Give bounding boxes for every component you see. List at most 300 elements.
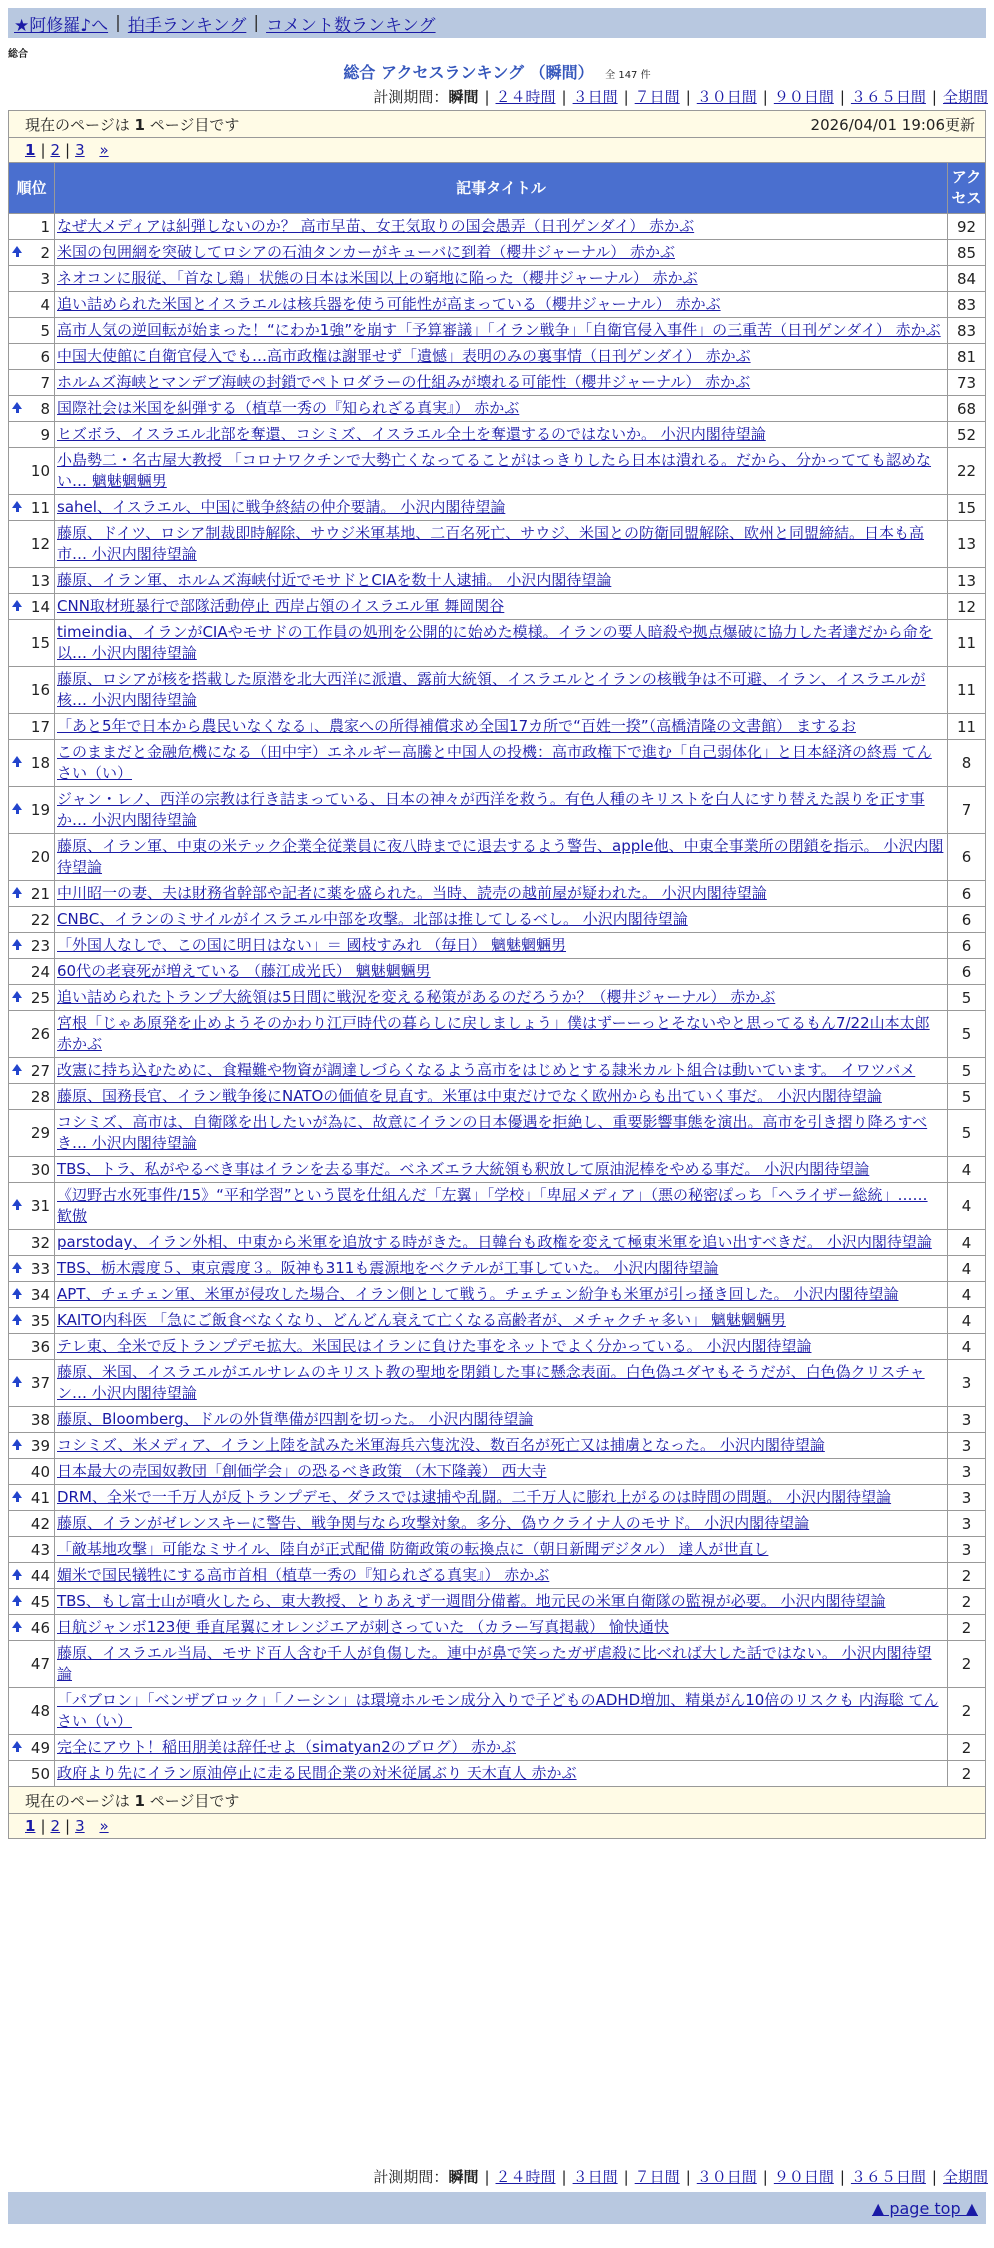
rank-number: 18 bbox=[30, 754, 50, 772]
table-row bbox=[9, 1230, 986, 1256]
title-cell bbox=[55, 881, 948, 907]
rank-cell bbox=[9, 495, 55, 521]
rank-number: 42 bbox=[30, 1514, 50, 1533]
page-link-3[interactable]: 3 bbox=[75, 1817, 85, 1835]
access-count: 6 bbox=[947, 881, 985, 907]
article-title-link[interactable]: 藤原、イランがゼレンスキーに警告、戦争関与なら攻撃対象。多分、偽ウクライナ人のモサド。 小沢内閣待望論 bbox=[57, 1514, 810, 1532]
rank-number: 20 bbox=[30, 848, 50, 866]
title-cell bbox=[55, 1735, 948, 1761]
title-cell bbox=[55, 1334, 948, 1360]
title-cell bbox=[55, 667, 948, 714]
access-count: 5 bbox=[947, 1084, 985, 1110]
table-row bbox=[9, 594, 986, 620]
table-row bbox=[9, 1256, 986, 1282]
access-count: 4 bbox=[947, 1308, 985, 1334]
period-link-3d[interactable]: ３日間 bbox=[572, 88, 618, 106]
article-title-link[interactable]: 媚米で国民犠牲にする高市首相（植草一秀の『知られざる真実』） 赤かぶ bbox=[57, 1566, 550, 1584]
article-title-link[interactable]: ヒズボラ、イスラエル北部を奪還、コシミズ、イスラエル全土を奪還するのではないか。 小沢内閣待望論 bbox=[57, 425, 766, 443]
ranking-table bbox=[8, 110, 986, 1839]
article-title-link[interactable]: sahel、イスラエル、中国に戦争終結の仲介要請。 小沢内閣待望論 bbox=[57, 498, 506, 516]
table-row bbox=[9, 620, 986, 667]
period-current: 瞬間 bbox=[448, 88, 479, 106]
rank-cell bbox=[9, 1537, 55, 1563]
access-count: 83 bbox=[947, 318, 985, 344]
rank-cell bbox=[9, 448, 55, 495]
rank-cell bbox=[9, 933, 55, 959]
bottom-bar bbox=[8, 2192, 986, 2224]
access-count: 2 bbox=[947, 1735, 985, 1761]
title-cell bbox=[55, 318, 948, 344]
period-link-3d[interactable]: ３日間 bbox=[572, 2168, 618, 2186]
header-count: アクセス bbox=[947, 163, 985, 214]
header-rank: 順位 bbox=[9, 163, 55, 214]
access-count: 73 bbox=[947, 370, 985, 396]
article-title-link[interactable]: DRM、全米で一千万人が反トランプデモ、ダラスでは逮捕や乱闘。二千万人に膨れ上がるのは時間の問題。 小沢内閣待望論 bbox=[57, 1488, 892, 1506]
rank-cell bbox=[9, 1282, 55, 1308]
rank-cell bbox=[9, 714, 55, 740]
rank-cell bbox=[9, 959, 55, 985]
rank-number: 46 bbox=[30, 1618, 50, 1637]
access-count: 5 bbox=[947, 1058, 985, 1084]
rank-number: 4 bbox=[40, 295, 50, 314]
rank-cell bbox=[9, 985, 55, 1011]
table-row bbox=[9, 1183, 986, 1230]
page-info-row-bottom bbox=[9, 1787, 986, 1814]
period-link-365d[interactable]: ３６５日間 bbox=[850, 88, 926, 106]
period-label: 計測期間： bbox=[373, 88, 449, 106]
period-link-7d[interactable]: ７日間 bbox=[634, 2168, 680, 2186]
rank-number: 21 bbox=[30, 884, 50, 903]
article-title-link[interactable]: 藤原、イラン軍、ホルムズ海峡付近でモサドとCIAを数十人逮捕。 小沢内閣待望論 bbox=[57, 571, 612, 589]
table-row bbox=[9, 370, 986, 396]
table-row bbox=[9, 985, 986, 1011]
title-cell bbox=[55, 266, 948, 292]
rank-cell bbox=[9, 1563, 55, 1589]
rank-up-arrow-icon bbox=[12, 1569, 22, 1576]
access-count: 22 bbox=[947, 448, 985, 495]
access-count: 13 bbox=[947, 568, 985, 594]
access-count: 11 bbox=[947, 667, 985, 714]
rank-number: 25 bbox=[30, 988, 50, 1007]
ranking-title-container bbox=[0, 60, 994, 83]
table-row bbox=[9, 422, 986, 448]
rank-cell bbox=[9, 568, 55, 594]
table-row bbox=[9, 1688, 986, 1735]
rank-cell bbox=[9, 620, 55, 667]
rank-number: 49 bbox=[30, 1738, 50, 1757]
article-title-link[interactable]: KAITO内科医 「急にご飯食べなくなり、どんどん衰えて亡くなる高齢者が、メチャクチャ多い」 魑魅魍魎男 bbox=[57, 1311, 786, 1329]
article-title-link[interactable]: コシミズ、米メディア、イラン上陸を試みた米軍海兵六隻沈没、数百名が死亡又は捕虜となった。 小沢内閣待望論 bbox=[57, 1436, 825, 1454]
rank-cell bbox=[9, 1615, 55, 1641]
rank-cell bbox=[9, 214, 55, 240]
table-row bbox=[9, 667, 986, 714]
article-title-link[interactable]: 藤原、米国、イスラエルがエルサレムのキリスト教の聖地を閉鎖した事に懸念表面。白色偽ユダヤもそうだが、白色偽クリスチャン… 小沢内閣待望論 bbox=[57, 1363, 925, 1402]
rank-cell bbox=[9, 1641, 55, 1688]
access-count: 81 bbox=[947, 344, 985, 370]
rank-up-arrow-icon bbox=[12, 1439, 22, 1446]
title-cell bbox=[55, 787, 948, 834]
title-cell bbox=[55, 214, 948, 240]
period-link-365d[interactable]: ３６５日間 bbox=[850, 2168, 926, 2186]
rank-cell bbox=[9, 318, 55, 344]
title-cell bbox=[55, 370, 948, 396]
access-count: 4 bbox=[947, 1230, 985, 1256]
table-row bbox=[9, 1407, 986, 1433]
table-row bbox=[9, 240, 986, 266]
title-cell bbox=[55, 1761, 948, 1787]
article-title-link[interactable]: 「外国人なしで、この国に明日はない」＝ 國枝すみれ （毎日） 魑魅魍魎男 bbox=[57, 936, 567, 954]
article-title-link[interactable]: TBS、もし富士山が噴火したら、東大教授、とりあえず一週間分備蓄。地元民の米軍自衛隊の監視が必要。 小沢内閣待望論 bbox=[57, 1592, 886, 1610]
rank-number: 2 bbox=[40, 243, 50, 262]
article-title-link[interactable]: 藤原、イスラエル当局、モサド百人含む千人が負傷した。連中が鼻で笑ったガザ虐殺に比べれば大した話ではない。 小沢内閣待望論 bbox=[57, 1644, 932, 1683]
article-title-link[interactable]: 「あと5年で日本から農民いなくなる」、農家への所得補償求め全国17カ所で“百姓一揆”（高橋清隆の文書館） まするお bbox=[57, 717, 856, 735]
rank-cell bbox=[9, 266, 55, 292]
article-title-link[interactable]: 中国大使館に自衛官侵入でも…高市政権は謝罪せず「遺憾」表明のみの裏事情（日刊ゲンダイ） 赤かぶ bbox=[57, 347, 751, 365]
rank-cell bbox=[9, 1308, 55, 1334]
table-row bbox=[9, 1735, 986, 1761]
article-title-link[interactable]: 高市人気の逆回転が始まった！“にわか1強”を崩す「予算審議」「イラン戦争」「自衛官侵入事件」の三重苦（日刊ゲンダイ） 赤かぶ bbox=[57, 321, 941, 339]
period-link-7d[interactable]: ７日間 bbox=[634, 88, 680, 106]
article-title-link[interactable]: 《辺野古水死事件/15》“平和学習”という罠を仕組んだ「左翼」「学校」「卑屈メディア」（悪の秘密ぽっち「ヘライザー総統」…… 歓傲 bbox=[57, 1186, 928, 1225]
title-cell bbox=[55, 985, 948, 1011]
access-count: 3 bbox=[947, 1433, 985, 1459]
rank-cell bbox=[9, 344, 55, 370]
article-title-link[interactable]: 藤原、Bloomberg、ドルの外貨準備が四割を切った。 小沢内閣待望論 bbox=[57, 1410, 534, 1428]
table-row bbox=[9, 1058, 986, 1084]
rank-number: 28 bbox=[30, 1087, 50, 1106]
access-count: 4 bbox=[947, 1282, 985, 1308]
rank-cell bbox=[9, 1589, 55, 1615]
article-title-link[interactable]: 60代の老衰死が増えている （藤江成光氏） 魑魅魍魎男 bbox=[57, 962, 431, 980]
article-title-link[interactable]: なぜ大メディアは糾弾しないのか？ 高市早苗、女王気取りの国会愚弄（日刊ゲンダイ） 赤かぶ bbox=[57, 217, 695, 235]
rank-cell bbox=[9, 396, 55, 422]
table-row bbox=[9, 292, 986, 318]
rank-up-arrow-icon bbox=[12, 402, 22, 409]
rank-up-arrow-icon bbox=[12, 1595, 22, 1602]
rank-up-arrow-icon bbox=[12, 1376, 22, 1383]
rank-number: 45 bbox=[30, 1592, 50, 1611]
period-selector-bottom: 計測期間：瞬間 | ２４時間 | ３日間 | ７日間 | ３０日間 | ９０日間 | ３６５日間 | 全期間 bbox=[373, 2168, 988, 2186]
title-cell bbox=[55, 740, 948, 787]
title-cell bbox=[55, 834, 948, 881]
period-link-30d[interactable]: ３０日間 bbox=[696, 88, 757, 106]
nav-link-applause-ranking[interactable]: 拍手ランキング bbox=[127, 15, 247, 36]
title-cell bbox=[55, 1485, 948, 1511]
article-title-link[interactable]: 追い詰められた米国とイスラエルは核兵器を使う可能性が高まっている（櫻井ジャーナル） 赤かぶ bbox=[57, 295, 721, 313]
article-title-link[interactable]: 藤原、国務長官、イラン戦争後にNATOの価値を見直す。米軍は中東だけでなく欧州からも出ていく事だ。 小沢内閣待望論 bbox=[57, 1087, 882, 1105]
rank-up-arrow-icon bbox=[12, 991, 22, 998]
title-cell bbox=[55, 1563, 948, 1589]
rank-up-arrow-icon bbox=[12, 246, 22, 253]
rank-number: 43 bbox=[30, 1540, 50, 1559]
rank-number: 50 bbox=[30, 1764, 50, 1783]
access-count: 11 bbox=[947, 714, 985, 740]
rank-cell bbox=[9, 422, 55, 448]
article-title-link[interactable]: APT、チェチェン軍、米軍が侵攻した場合、イラン側として戦う。チェチェン紛争も米軍が引っ掻き回した。 小沢内閣待望論 bbox=[57, 1285, 899, 1303]
title-cell bbox=[55, 907, 948, 933]
access-count: 3 bbox=[947, 1407, 985, 1433]
period-link-24h[interactable]: ２４時間 bbox=[495, 88, 556, 106]
article-title-link[interactable]: このままだと金融危機になる（田中宇）エネルギー高騰と中国人の投機：高市政権下で進む「自己弱体化」と日本経済の終焉 てんさい（い） bbox=[57, 743, 932, 782]
rank-number: 41 bbox=[30, 1488, 50, 1507]
article-title-link[interactable]: コシミズ、高市は、自衛隊を出したいが為に、故意にイランの日本優遇を拒絶し、重要影響事態を演出。高市を引き摺り降ろすべき… 小沢内閣待望論 bbox=[57, 1113, 928, 1152]
article-title-link[interactable]: parstoday、イラン外相、中東から米軍を追放する時がきた。日韓台も政権を変えて極東米軍を追い出すべきだ。 小沢内閣待望論 bbox=[57, 1233, 932, 1251]
article-title-link[interactable]: CNN取材班暴行で部隊活動停止 西岸占領のイスラエル軍 舞岡関谷 bbox=[57, 597, 505, 615]
category-label: 総合 bbox=[8, 49, 28, 60]
title-cell bbox=[55, 1282, 948, 1308]
rank-cell bbox=[9, 740, 55, 787]
title-cell bbox=[55, 422, 948, 448]
period-link-all[interactable]: 全期間 bbox=[942, 2168, 988, 2186]
rank-cell bbox=[9, 521, 55, 568]
table-row bbox=[9, 318, 986, 344]
access-count: 5 bbox=[947, 1011, 985, 1058]
rank-up-arrow-icon bbox=[12, 1621, 22, 1628]
article-title-link[interactable]: 小島勢二・名古屋大教授 「コロナワクチンで大勢亡くなってることがはっきりしたら日本は潰れる。だから、分かってても認めない… 魑魅魍魎男 bbox=[57, 451, 932, 490]
article-title-link[interactable]: 国際社会は米国を糾弾する（植草一秀の『知られざる真実』） 赤かぶ bbox=[57, 399, 520, 417]
article-title-link[interactable]: 政府より先にイラン原油停止に走る民間企業の対米従属ぶり 天木直人 赤かぶ bbox=[57, 1764, 577, 1782]
access-count: 52 bbox=[947, 422, 985, 448]
table-row bbox=[9, 740, 986, 787]
table-row bbox=[9, 787, 986, 834]
pagination-row-bottom: 1 | 2 | 3 » bbox=[9, 1814, 986, 1839]
rank-up-arrow-icon bbox=[12, 1491, 22, 1498]
nav-separator: | bbox=[253, 13, 260, 33]
table-row bbox=[9, 714, 986, 740]
period-link-30d[interactable]: ３０日間 bbox=[696, 2168, 757, 2186]
rank-number: 17 bbox=[30, 717, 50, 736]
title-cell bbox=[55, 620, 948, 667]
article-title-link[interactable]: 藤原、ドイツ、ロシア制裁即時解除、サウジ米軍基地、二百名死亡、サウジ、米国との防衛同盟解除、欧州と同盟締結。日本も高市… 小沢内閣待望論 bbox=[57, 524, 925, 563]
table-row bbox=[9, 959, 986, 985]
title-cell bbox=[55, 959, 948, 985]
rank-number: 10 bbox=[30, 462, 50, 480]
article-title-link[interactable]: 「パブロン」「ベンザブロック」「ノーシン」は環境ホルモン成分入りで子どものADHD増加、精巣がん10倍のリスクも 内海聡 てんさい（い） bbox=[57, 1691, 939, 1730]
rank-cell bbox=[9, 667, 55, 714]
rank-number: 8 bbox=[40, 399, 50, 418]
rank-cell bbox=[9, 292, 55, 318]
title-cell bbox=[55, 933, 948, 959]
rank-up-arrow-icon bbox=[12, 1064, 22, 1071]
table-row bbox=[9, 266, 986, 292]
title-cell bbox=[55, 568, 948, 594]
article-title-link[interactable]: 日本最大の売国奴教団「創価学会」の恐るべき政策 （木下隆義） 西大寺 bbox=[57, 1462, 547, 1480]
article-title-link[interactable]: CNBC、イランのミサイルがイスラエル中部を攻撃。北部は推してしるべし。 小沢内閣待望論 bbox=[57, 910, 688, 928]
rank-number: 30 bbox=[30, 1160, 50, 1179]
access-count: 5 bbox=[947, 985, 985, 1011]
title-cell bbox=[55, 1615, 948, 1641]
article-title-link[interactable]: TBS、栃木震度５、東京震度３。阪神も311も震源地をベクテルが工事していた。 小沢内閣待望論 bbox=[57, 1259, 719, 1277]
page-link-next[interactable]: » bbox=[99, 141, 109, 159]
page-link-3[interactable]: 3 bbox=[75, 141, 85, 159]
table-row bbox=[9, 344, 986, 370]
rank-up-arrow-icon bbox=[12, 501, 22, 508]
access-count: 4 bbox=[947, 1334, 985, 1360]
page-top-link[interactable]: ▲ page top ▲ bbox=[871, 2198, 978, 2218]
rank-number: 19 bbox=[30, 801, 50, 819]
rank-number: 39 bbox=[30, 1436, 50, 1455]
updated-timestamp: 2026/04/01 19:06更新 bbox=[810, 115, 975, 134]
article-title-link[interactable]: 中川昭一の妻、夫は財務省幹部や記者に薬を盛られた。当時、読売の越前屋が疑われた。 小沢内閣待望論 bbox=[57, 884, 767, 902]
access-count: 12 bbox=[947, 594, 985, 620]
access-count: 4 bbox=[947, 1256, 985, 1282]
ranking-title: 総合 アクセスランキング （瞬間） bbox=[343, 63, 594, 82]
header-title: 記事タイトル bbox=[55, 163, 948, 214]
access-count: 5 bbox=[947, 1110, 985, 1157]
access-count: 6 bbox=[947, 907, 985, 933]
period-link-24h[interactable]: ２４時間 bbox=[495, 2168, 556, 2186]
access-count: 7 bbox=[947, 787, 985, 834]
article-title-link[interactable]: ホルムズ海峡とマンデブ海峡の封鎖でペトロダラーの仕組みが壊れる可能性（櫻井ジャーナル） 赤かぶ bbox=[57, 373, 751, 391]
rank-cell bbox=[9, 1183, 55, 1230]
period-link-90d[interactable]: ９０日間 bbox=[773, 2168, 834, 2186]
rank-number: 29 bbox=[30, 1124, 50, 1142]
article-title-link[interactable]: ジャン・レノ、西洋の宗教は行き詰まっている、日本の神々が西洋を救う。有色人種のキリストを白人にすり替えた誤りを正す事か… 小沢内閣待望論 bbox=[57, 790, 925, 829]
rank-number: 6 bbox=[40, 347, 50, 366]
article-title-link[interactable]: 藤原、イラン軍、中東の米テック企業全従業員に夜八時までに退去するよう警告、apple他、中東全事業所の閉鎖を指示。 小沢内閣待望論 bbox=[57, 837, 944, 876]
table-row bbox=[9, 396, 986, 422]
rank-number: 40 bbox=[30, 1462, 50, 1481]
page-link-2[interactable]: 2 bbox=[50, 141, 61, 159]
title-cell bbox=[55, 1511, 948, 1537]
title-cell bbox=[55, 1230, 948, 1256]
period-link-90d[interactable]: ９０日間 bbox=[773, 88, 834, 106]
rank-cell bbox=[9, 1011, 55, 1058]
table-row bbox=[9, 1282, 986, 1308]
table-row bbox=[9, 1433, 986, 1459]
table-row bbox=[9, 933, 986, 959]
access-count: 4 bbox=[947, 1183, 985, 1230]
rank-number: 38 bbox=[30, 1410, 50, 1429]
table-row bbox=[9, 1084, 986, 1110]
article-title-link[interactable]: 追い詰められたトランプ大統領は5日間に戦況を変える秘策があるのだろうか？（櫻井ジャーナル） 赤かぶ bbox=[57, 988, 776, 1006]
rank-number: 33 bbox=[30, 1259, 50, 1278]
title-cell bbox=[55, 594, 948, 620]
article-title-link[interactable]: 宮根「じゃあ原発を止めようそのかわり江戸時代の暮らしに戻しましょう」僕はずーーっとそないやと思ってるもん7/22山本太郎 赤かぶ bbox=[57, 1014, 930, 1053]
table-row bbox=[9, 1589, 986, 1615]
access-count: 68 bbox=[947, 396, 985, 422]
article-title-link[interactable]: 日航ジャンボ123便 垂直尾翼にオレンジエアが刺さっていた （カラー写真掲載） 愉快通快 bbox=[57, 1618, 669, 1636]
access-count: 92 bbox=[947, 214, 985, 240]
article-title-link[interactable]: 完全にアウト！稲田朋美は辞任せよ（simatyan2のブログ） 赤かぶ bbox=[57, 1738, 517, 1756]
access-count: 84 bbox=[947, 266, 985, 292]
rank-up-arrow-icon bbox=[12, 756, 22, 763]
rank-number: 47 bbox=[30, 1655, 50, 1673]
rank-number: 31 bbox=[30, 1197, 50, 1215]
title-cell bbox=[55, 1256, 948, 1282]
access-count: 85 bbox=[947, 240, 985, 266]
table-row bbox=[9, 1110, 986, 1157]
access-count: 2 bbox=[947, 1589, 985, 1615]
table-row bbox=[9, 568, 986, 594]
access-count: 3 bbox=[947, 1360, 985, 1407]
rank-cell bbox=[9, 1433, 55, 1459]
article-title-link[interactable]: 「敵基地攻撃」可能なミサイル、陸自が正式配備 防衛政策の転換点に（朝日新聞デジタル） 達人が世直し bbox=[57, 1540, 769, 1558]
access-count: 6 bbox=[947, 834, 985, 881]
title-cell bbox=[55, 1308, 948, 1334]
article-title-link[interactable]: timeindia、イランがCIAやモサドの工作員の処刑を公開的に始めた模様。イランの要人暗殺や拠点爆破に協力した者達だから命を以… 小沢内閣待望論 bbox=[57, 623, 933, 662]
rank-number: 3 bbox=[40, 269, 50, 288]
rank-number: 34 bbox=[30, 1285, 50, 1304]
access-count: 11 bbox=[947, 620, 985, 667]
access-count: 8 bbox=[947, 740, 985, 787]
page-link-2[interactable]: 2 bbox=[50, 1817, 61, 1835]
table-row bbox=[9, 495, 986, 521]
title-cell bbox=[55, 495, 948, 521]
rank-up-arrow-icon bbox=[12, 803, 22, 810]
rank-cell bbox=[9, 1688, 55, 1735]
pagination-row: 1 | 2 | 3 » bbox=[9, 138, 986, 163]
article-title-link[interactable]: テレ東、全米で反トランプデモ拡大。米国民はイランに負けた事をネットでよく分かっている。 小沢内閣待望論 bbox=[57, 1337, 812, 1355]
rank-cell bbox=[9, 1110, 55, 1157]
rank-cell bbox=[9, 907, 55, 933]
nav-link-asyura-home[interactable]: ★阿修羅♪へ bbox=[14, 15, 109, 36]
title-cell bbox=[55, 521, 948, 568]
access-count: 3 bbox=[947, 1485, 985, 1511]
rank-number: 48 bbox=[30, 1702, 50, 1720]
table-row bbox=[9, 1537, 986, 1563]
table-row bbox=[9, 1334, 986, 1360]
title-cell bbox=[55, 448, 948, 495]
article-title-link[interactable]: 改憲に持ち込むために、食糧難や物資が調達しづらくなるよう高市をはじめとする隷米カルト組合は動いています。 イワツバメ bbox=[57, 1061, 916, 1079]
rank-cell bbox=[9, 1230, 55, 1256]
rank-number: 7 bbox=[40, 373, 50, 392]
title-cell bbox=[55, 1589, 948, 1615]
rank-cell bbox=[9, 1334, 55, 1360]
period-label: 計測期間： bbox=[373, 2168, 449, 2186]
title-cell bbox=[55, 344, 948, 370]
rank-number: 13 bbox=[30, 571, 50, 590]
rank-number: 36 bbox=[30, 1337, 50, 1356]
page-link-next[interactable]: » bbox=[99, 1817, 109, 1835]
title-cell bbox=[55, 1084, 948, 1110]
access-count: 2 bbox=[947, 1641, 985, 1688]
access-count: 6 bbox=[947, 933, 985, 959]
table-row bbox=[9, 1761, 986, 1787]
rank-number: 37 bbox=[30, 1374, 50, 1392]
title-cell bbox=[55, 1183, 948, 1230]
access-count: 83 bbox=[947, 292, 985, 318]
title-cell bbox=[55, 240, 948, 266]
period-selector-top: 計測期間：瞬間 | ２４時間 | ３日間 | ７日間 | ３０日間 | ９０日間 | ３６５日間 | 全期間 bbox=[373, 88, 988, 106]
rank-number: 24 bbox=[30, 962, 50, 981]
page-info-row bbox=[9, 111, 986, 138]
title-cell bbox=[55, 1537, 948, 1563]
rank-cell bbox=[9, 834, 55, 881]
rank-up-arrow-icon bbox=[12, 1314, 22, 1321]
table-row bbox=[9, 214, 986, 240]
article-title-link[interactable]: 米国の包囲網を突破してロシアの石油タンカーがキューバに到着（櫻井ジャーナル） 赤かぶ bbox=[57, 243, 675, 261]
table-row bbox=[9, 834, 986, 881]
rank-number: 11 bbox=[30, 498, 50, 517]
nav-link-comment-ranking[interactable]: コメント数ランキング bbox=[266, 15, 436, 36]
page-link-current[interactable]: 1 bbox=[25, 141, 36, 159]
title-cell bbox=[55, 1110, 948, 1157]
article-title-link[interactable]: TBS、トラ、私がやるべき事はイランを去る事だ。ベネズエラ大統領も釈放して原油泥棒をやめる事だ。 小沢内閣待望論 bbox=[57, 1160, 870, 1178]
access-count: 6 bbox=[947, 959, 985, 985]
rank-number: 16 bbox=[30, 681, 50, 699]
page-link-current[interactable]: 1 bbox=[25, 1817, 36, 1835]
rank-cell bbox=[9, 1256, 55, 1282]
title-cell bbox=[55, 1459, 948, 1485]
article-title-link[interactable]: 藤原、ロシアが核を搭載した原潜を北大西洋に派遣、露前大統領、イスラエルとイランの核戦争は不可避、イラン、イスラエルが核… 小沢内閣待望論 bbox=[57, 670, 926, 709]
table-row bbox=[9, 1563, 986, 1589]
title-cell bbox=[55, 1641, 948, 1688]
article-title-link[interactable]: ネオコンに服従、「首なし鶏」状態の日本は米国以上の窮地に陥った（櫻井ジャーナル） 赤かぶ bbox=[57, 269, 698, 287]
period-link-all[interactable]: 全期間 bbox=[942, 88, 988, 106]
access-count: 4 bbox=[947, 1157, 985, 1183]
rank-cell bbox=[9, 1084, 55, 1110]
